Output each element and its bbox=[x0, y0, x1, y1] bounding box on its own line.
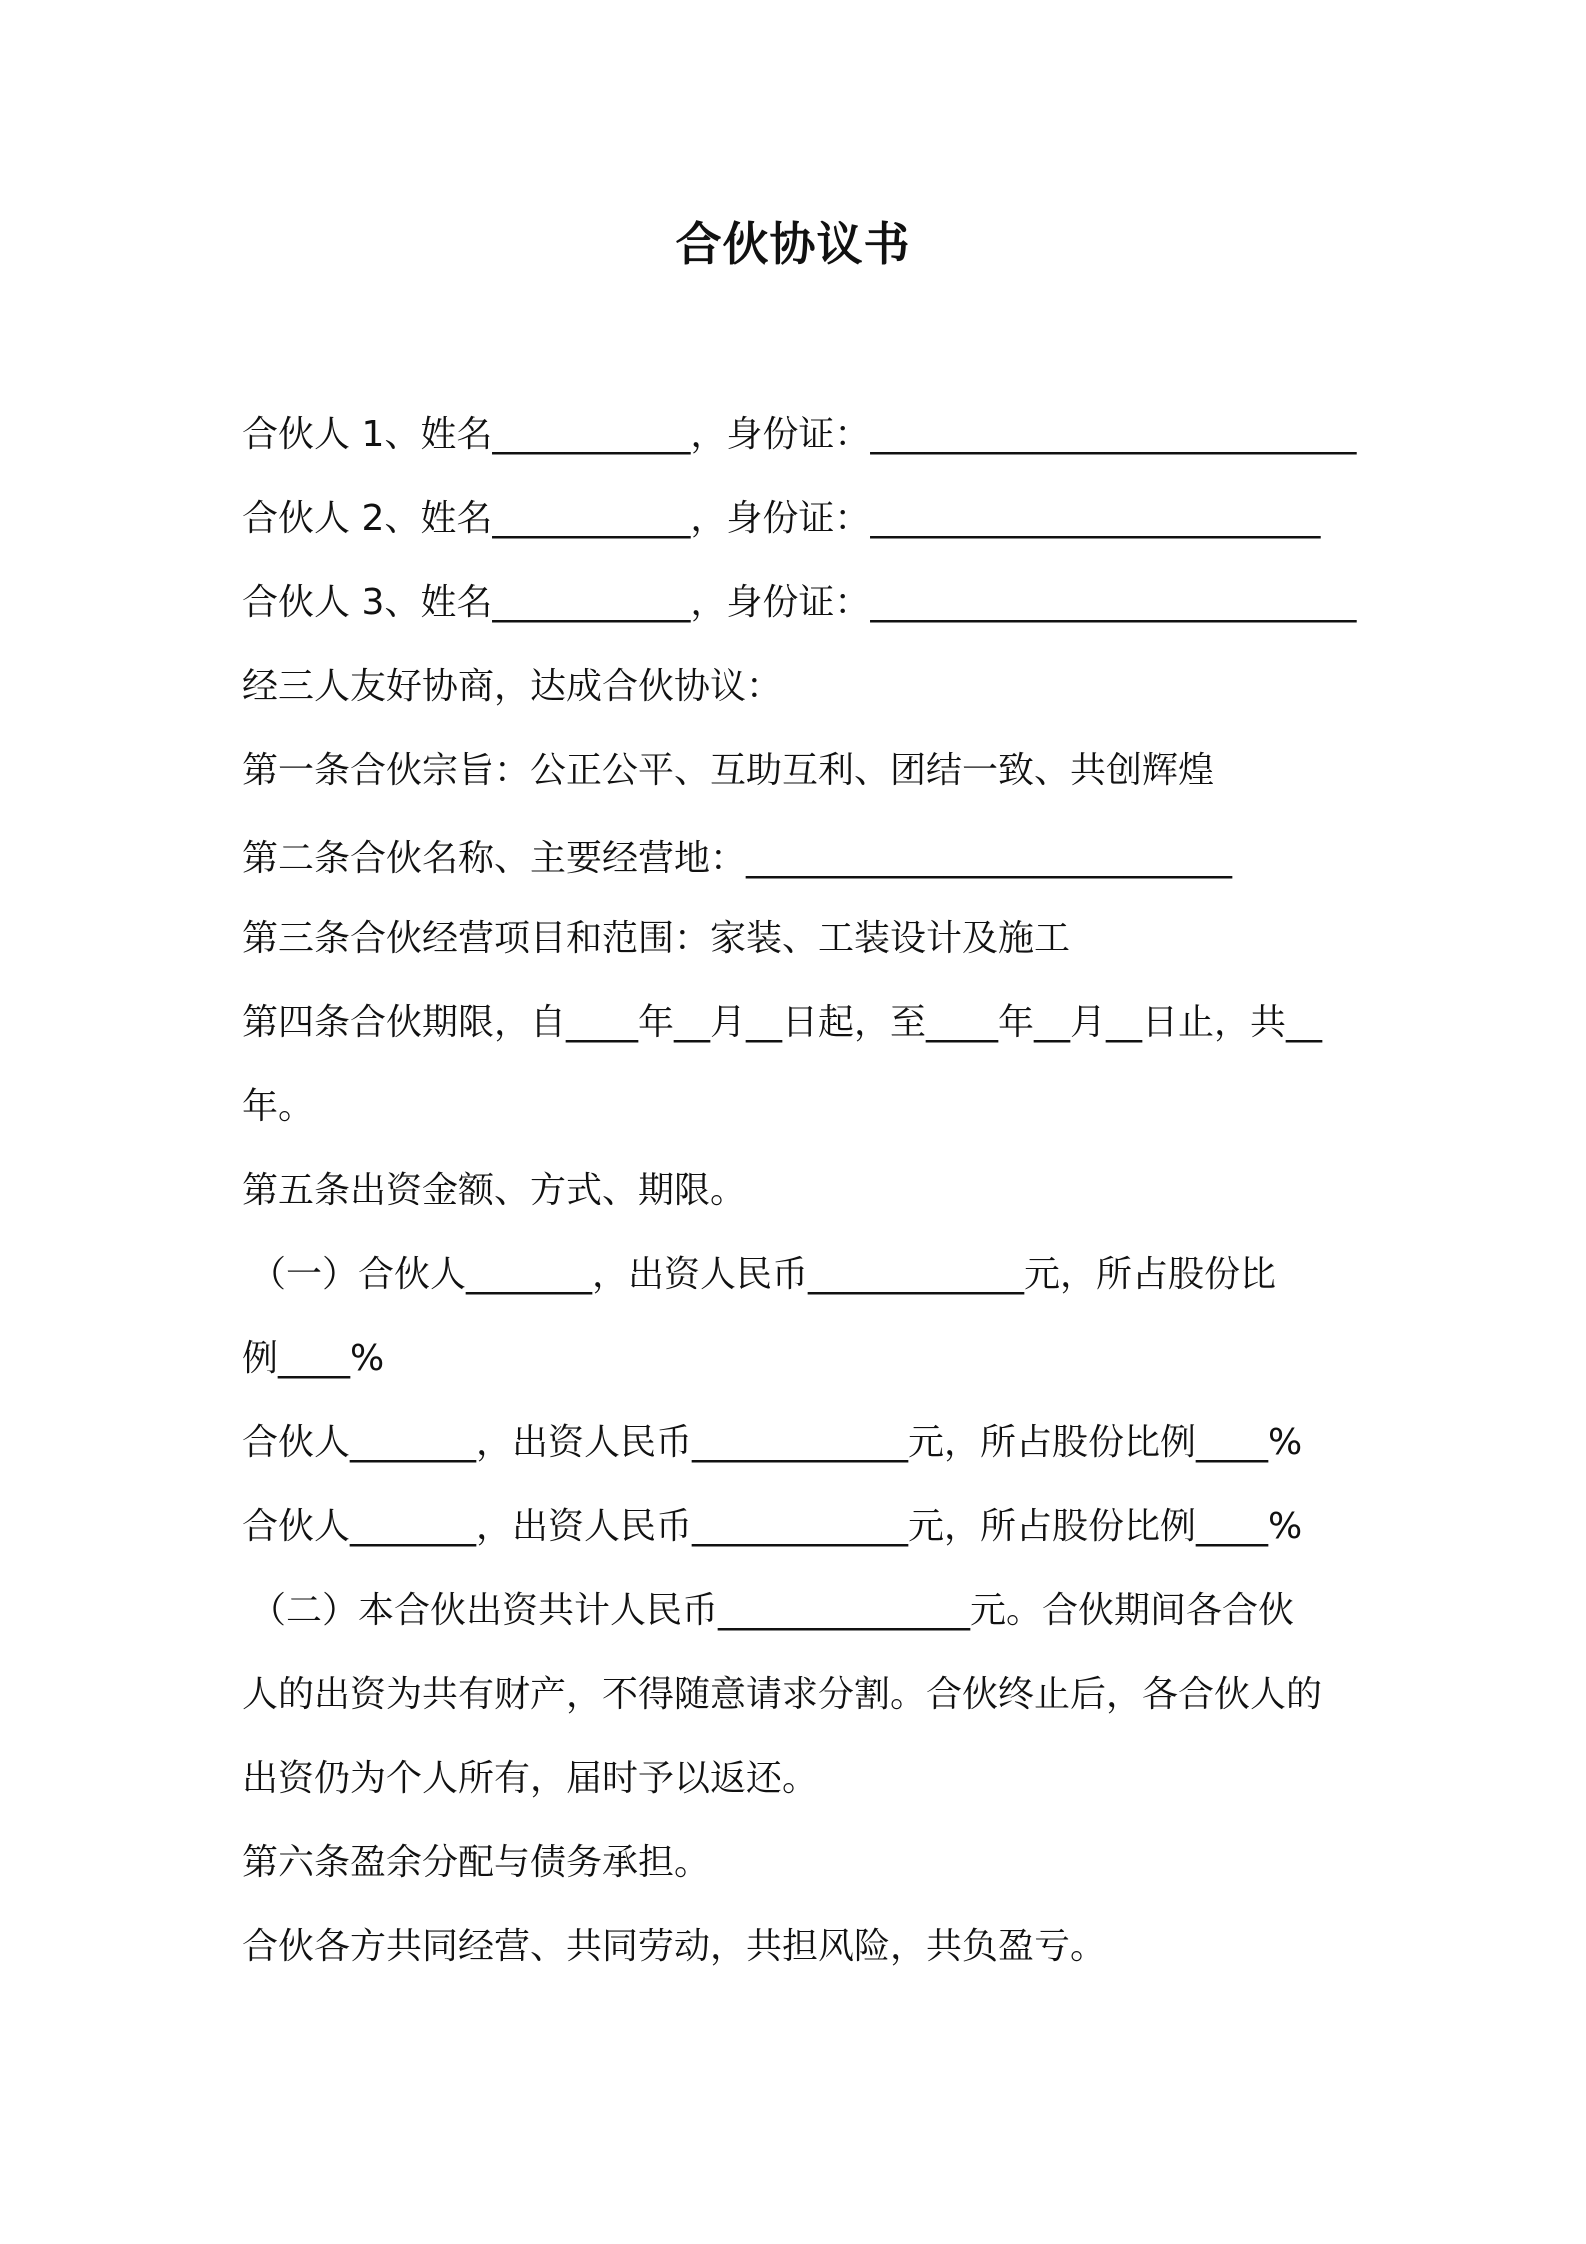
contribution-line-3: 合伙人_______，出资人民币____________元，所占股份比例____% bbox=[242, 1506, 1303, 1547]
partner-2-line: 合伙人 2、姓名___________，身份证：_________________________ bbox=[242, 498, 1321, 539]
article-5-clause-2: （二）本合伙出资共计人民币______________元。合伙期间各合伙 bbox=[250, 1590, 1295, 1631]
article-2: 第二条合伙名称、主要经营地：___________________________ bbox=[242, 838, 1233, 879]
agreement-intro: 经三人友好协商，达成合伙协议： bbox=[242, 666, 783, 707]
partner-3-line: 合伙人 3、姓名___________，身份证：___________________________ bbox=[242, 582, 1357, 623]
article-4: 第四条合伙期限，自____年__月__日起，至____年__月__日止，共__ bbox=[242, 1002, 1323, 1043]
article-3: 第三条合伙经营项目和范围：家装、工装设计及施工 bbox=[242, 918, 1071, 959]
article-6: 第六条盈余分配与债务承担。 bbox=[242, 1842, 711, 1883]
article-5-clause-2-line-2: 人的出资为共有财产，不得随意请求分割。合伙终止后，各合伙人的 bbox=[242, 1674, 1323, 1715]
document-title: 合伙协议书 bbox=[675, 217, 911, 271]
article-5-clause-1: （一）合伙人_______，出资人民币____________元，所占股份比 bbox=[250, 1254, 1277, 1295]
article-6-content: 合伙各方共同经营、共同劳动，共担风险，共负盈亏。 bbox=[242, 1926, 1107, 1967]
article-1: 第一条合伙宗旨：公正公平、互助互利、团结一致、共创辉煌 bbox=[242, 750, 1215, 791]
partner-1-line: 合伙人 1、姓名___________，身份证：___________________________ bbox=[242, 414, 1357, 455]
article-5-clause-1-continued: 例____% bbox=[242, 1338, 385, 1379]
contribution-line-2: 合伙人_______，出资人民币____________元，所占股份比例____% bbox=[242, 1422, 1303, 1463]
article-5-clause-2-line-3: 出资仍为个人所有，届时予以返还。 bbox=[242, 1758, 819, 1799]
article-4-continued: 年。 bbox=[242, 1086, 315, 1127]
article-5: 第五条出资金额、方式、期限。 bbox=[242, 1170, 747, 1211]
